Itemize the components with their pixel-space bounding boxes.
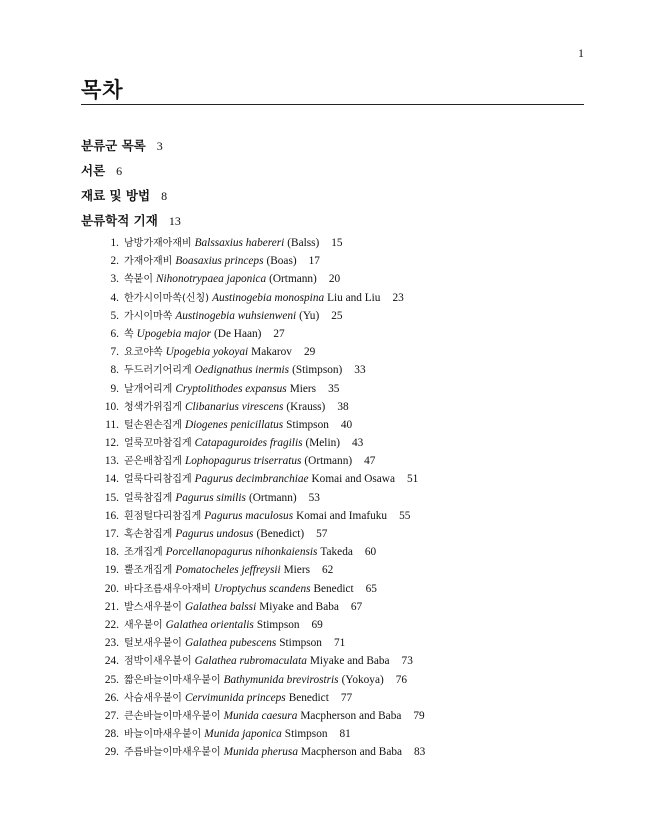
entry-number: 4. — [110, 291, 119, 304]
entry-author: (Ortmann) — [248, 491, 297, 504]
entry-page: 47 — [364, 455, 376, 468]
section-page: 8 — [161, 189, 168, 203]
entry-number: 5. — [110, 309, 119, 322]
entry-scientific-name: Nihonotrypaea japonica — [155, 273, 267, 286]
entry-page: 17 — [308, 255, 320, 268]
entry-scientific-name: Pagurus decimbranchiae — [194, 473, 309, 486]
toc-entry[interactable] — [81, 689, 584, 707]
entry-korean-name: 큰손바늘이마새우붙이 — [124, 710, 221, 722]
entry-scientific-name: Munida pherusa — [223, 746, 298, 759]
toc-entry[interactable] — [81, 634, 584, 652]
entry-korean-name: 조개집게 — [124, 547, 163, 559]
entry-author: Makarov — [251, 346, 292, 359]
entry-page: 60 — [364, 546, 377, 559]
entry-number: 9. — [110, 382, 119, 395]
entry-korean-name: 사슴새우붙이 — [124, 692, 182, 704]
entry-scientific-name: Munida japonica — [204, 728, 282, 741]
entry-korean-name: 가시이마쏙 — [124, 310, 173, 322]
entry-number: 2. — [110, 255, 119, 268]
entry-korean-name: 가재아재비 — [124, 256, 173, 268]
entry-author: Macpherson and Baba — [300, 709, 402, 722]
section-title: 분류군 목록 — [81, 138, 146, 153]
toc-entry[interactable] — [81, 598, 584, 616]
entry-korean-name: 두드러기어리게 — [124, 365, 192, 377]
entry-author: (Boas) — [266, 255, 297, 268]
entry-number: 15. — [104, 491, 119, 504]
entry-author: (Ortmann) — [304, 455, 353, 468]
page-number: 1 — [578, 46, 584, 60]
toc-entry[interactable] — [81, 289, 584, 307]
entry-author: Stimpson — [284, 728, 328, 741]
entry-number: 6. — [110, 327, 119, 340]
entry-author: Stimpson — [286, 418, 329, 431]
entry-number: 16. — [104, 509, 119, 522]
section-page: 3 — [156, 139, 163, 153]
entry-number: 10. — [104, 400, 119, 413]
entry-korean-name: 털보새우붙이 — [124, 638, 182, 650]
toc-section[interactable] — [81, 211, 584, 236]
entry-scientific-name: Clibanarius virescens — [184, 400, 284, 413]
toc-entry[interactable] — [81, 270, 584, 288]
entry-author: Komai and Osawa — [311, 473, 395, 486]
entry-korean-name: 바다조름새우아재비 — [124, 583, 211, 595]
entry-korean-name: 남방가재아재비 — [124, 238, 192, 249]
section-title: 분류학적 기재 — [81, 213, 158, 228]
entry-korean-name: 발스새우붙이 — [124, 601, 182, 613]
entry-korean-name: 털손왼손집게 — [124, 419, 182, 431]
entry-scientific-name: Upogebia major — [136, 327, 212, 340]
entry-page: 71 — [333, 637, 346, 650]
entry-scientific-name: Galathea balssi — [184, 600, 257, 613]
entry-author: (Balss) — [287, 237, 320, 249]
toc-entry[interactable] — [81, 452, 584, 470]
entry-author: Miers — [289, 382, 317, 395]
toc-entry[interactable] — [81, 252, 584, 270]
entry-scientific-name: Bathymunida brevirostris — [223, 673, 339, 686]
entry-scientific-name: Pagurus maculosus — [204, 509, 294, 522]
toc-section[interactable] — [81, 161, 584, 186]
entry-number: 14. — [104, 473, 119, 486]
entry-author: Macpherson and Baba — [300, 746, 402, 759]
entry-korean-name: 쏙붙이 — [124, 274, 153, 286]
toc-entry[interactable] — [81, 671, 584, 689]
entry-author: (Ortmann) — [269, 273, 317, 286]
toc-entry[interactable] — [81, 325, 584, 343]
entry-korean-name: 날개어리게 — [124, 383, 173, 395]
entry-korean-name: 한가시이마쏙(신칭) — [124, 292, 210, 304]
entry-korean-name: 청색가위집게 — [124, 401, 182, 413]
entry-scientific-name: Munida caesura — [223, 709, 298, 722]
toc-entry[interactable] — [81, 652, 584, 670]
entry-number: 1. — [110, 237, 119, 249]
entry-page: 77 — [340, 691, 353, 704]
entry-korean-name: 얼룩참집게 — [124, 492, 173, 504]
entry-author: Stimpson — [279, 637, 322, 650]
entry-page: 65 — [365, 582, 377, 595]
entry-page: 35 — [328, 382, 340, 395]
entry-scientific-name: Pagurus undosus — [175, 528, 254, 540]
entry-scientific-name: Galathea pubescens — [184, 637, 277, 650]
toc-entry[interactable] — [81, 725, 584, 743]
entry-page: 81 — [339, 728, 351, 741]
toc-entry[interactable] — [81, 543, 584, 561]
entry-number: 21. — [104, 600, 119, 613]
entry-korean-name: 요코야쏙 — [124, 347, 163, 359]
entry-number: 3. — [110, 273, 119, 286]
toc-entry[interactable] — [81, 561, 584, 579]
section-title: 재료 및 방법 — [81, 188, 151, 203]
entry-number: 13. — [104, 455, 119, 468]
entry-number: 11. — [105, 418, 119, 431]
entry-page: 76 — [395, 673, 408, 686]
entry-number: 20. — [104, 582, 119, 595]
entry-page: 33 — [354, 364, 366, 377]
entry-page: 27 — [273, 327, 285, 340]
toc-entry[interactable] — [81, 234, 584, 252]
entry-author: (Stimpson) — [292, 364, 343, 377]
entry-author: Liu and Liu — [327, 291, 381, 304]
entry-page: 55 — [399, 509, 411, 522]
entry-korean-name: 얼룩다리참집게 — [124, 474, 192, 486]
entry-page: 73 — [401, 655, 413, 668]
toc-section[interactable] — [81, 186, 584, 211]
entry-scientific-name: Uroptychus scandens — [213, 582, 311, 595]
entry-author: Miyake and Baba — [309, 655, 390, 668]
entry-page: 29 — [303, 346, 316, 359]
toc-entry[interactable] — [81, 343, 584, 361]
toc-section[interactable] — [81, 136, 584, 161]
entry-page: 23 — [392, 291, 404, 304]
entry-scientific-name: Cervimunida princeps — [184, 691, 286, 704]
entry-number: 22. — [104, 618, 119, 631]
entry-number: 18. — [104, 546, 119, 559]
entry-scientific-name: Catapaguroides fragilis — [194, 437, 303, 450]
entry-author: (Yu) — [299, 309, 320, 322]
entry-scientific-name: Cryptolithodes expansus — [175, 382, 287, 395]
entry-scientific-name: Galathea rubromaculata — [194, 655, 307, 668]
section-title: 서론 — [81, 163, 106, 178]
entry-scientific-name: Austinogebia wuhsienweni — [175, 309, 297, 322]
entry-author: Komai and Imafuku — [296, 509, 388, 522]
entry-page: 15 — [331, 237, 343, 249]
entry-scientific-name: Austinogebia monospina — [212, 291, 325, 304]
entry-korean-name: 곧은배참집게 — [124, 456, 182, 468]
entry-page: 62 — [321, 564, 334, 577]
entry-scientific-name: Upogebia yokoyai — [165, 346, 249, 359]
entry-korean-name: 쏙 — [124, 328, 134, 340]
entry-scientific-name: Oedignathus inermis — [194, 364, 290, 377]
entry-page: 40 — [340, 418, 353, 431]
entry-scientific-name: Lophopagurus triserratus — [184, 455, 302, 468]
entry-scientific-name: Diogenes penicillatus — [184, 418, 284, 431]
entry-korean-name: 바늘이마새우붙이 — [124, 729, 202, 741]
entry-author: (Krauss) — [286, 400, 326, 413]
entry-page: 57 — [316, 528, 328, 540]
entry-number: 26. — [104, 691, 119, 704]
entry-author: (Melin) — [305, 437, 340, 450]
toc-entry[interactable] — [81, 416, 584, 434]
entry-korean-name: 얼룩꼬마참집게 — [124, 438, 192, 450]
entry-scientific-name: Balssaxius habereri — [194, 237, 285, 249]
toc-entry[interactable] — [81, 489, 584, 507]
entry-author: (Benedict) — [256, 528, 305, 540]
entry-page: 38 — [337, 400, 349, 413]
page-title: 목차 — [81, 78, 124, 102]
entry-author: Stimpson — [256, 618, 300, 631]
entry-number: 25. — [104, 673, 119, 686]
toc-entry[interactable] — [81, 525, 584, 543]
entry-number: 7. — [110, 346, 119, 359]
entry-page: 53 — [308, 491, 320, 504]
entry-korean-name: 점박이새우붙이 — [124, 656, 192, 668]
entry-author: Miers — [283, 564, 310, 577]
entry-page: 79 — [413, 709, 425, 722]
toc-entry[interactable] — [81, 307, 584, 325]
entry-page: 25 — [331, 309, 343, 322]
entry-korean-name: 새우붙이 — [124, 619, 163, 631]
section-page: 6 — [116, 164, 123, 178]
title-rule — [81, 104, 584, 105]
entry-page: 20 — [328, 273, 341, 286]
entry-author: Benedict — [313, 582, 354, 595]
entry-number: 17. — [104, 528, 119, 540]
entry-scientific-name: Boasaxius princeps — [175, 255, 264, 268]
entry-number: 27. — [104, 709, 119, 722]
toc-entry[interactable] — [81, 470, 584, 488]
entry-number: 12. — [104, 437, 119, 450]
toc-entry[interactable] — [81, 380, 584, 398]
entry-number: 28. — [104, 728, 119, 741]
toc-entry[interactable] — [81, 743, 584, 761]
entry-korean-name: 짧은바늘이마새우붙이 — [124, 674, 221, 686]
entry-number: 29. — [104, 746, 119, 759]
toc-entry[interactable] — [81, 507, 584, 525]
entry-page: 43 — [352, 437, 364, 450]
entry-scientific-name: Porcellanopagurus nihonkaiensis — [165, 546, 318, 559]
entry-number: 23. — [104, 637, 119, 650]
toc-entry[interactable] — [81, 434, 584, 452]
entry-page: 69 — [311, 618, 323, 631]
entry-author: Benedict — [288, 691, 329, 704]
toc-entry[interactable] — [81, 361, 584, 379]
entry-page: 67 — [350, 600, 363, 613]
entry-page: 51 — [406, 473, 419, 486]
entry-number: 19. — [104, 564, 119, 577]
entry-scientific-name: Pomatocheles jeffreysii — [175, 564, 281, 577]
entry-scientific-name: Pagurus similis — [175, 491, 246, 504]
section-page: 13 — [168, 214, 181, 228]
entry-scientific-name: Galathea orientalis — [165, 618, 254, 631]
entry-korean-name: 뿔조개집게 — [124, 565, 173, 577]
toc-entry[interactable] — [81, 707, 584, 725]
toc-entry[interactable] — [81, 580, 584, 598]
entry-author: Takeda — [320, 546, 353, 559]
section-list — [81, 136, 584, 236]
entry-author: Miyake and Baba — [259, 600, 339, 613]
entry-korean-name: 혹손참집게 — [124, 529, 173, 540]
species-entry-list — [81, 234, 584, 761]
entry-author: (Yokoya) — [341, 673, 384, 686]
entry-number: 24. — [104, 655, 119, 668]
entry-page: 83 — [414, 746, 426, 759]
entry-korean-name: 주름바늘이마새우붙이 — [124, 747, 221, 759]
entry-korean-name: 흰점털다리참집게 — [124, 510, 202, 522]
entry-author: (De Haan) — [214, 327, 262, 340]
entry-number: 8. — [110, 364, 119, 377]
toc-entry[interactable] — [81, 398, 584, 416]
toc-entry[interactable] — [81, 616, 584, 634]
